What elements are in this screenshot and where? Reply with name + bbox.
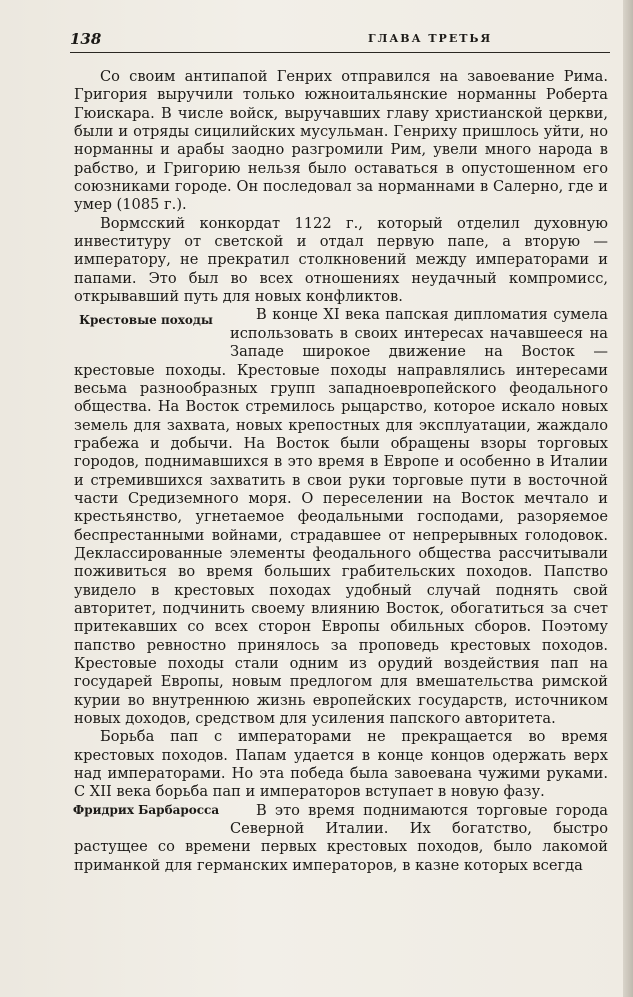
margin-note-barbarossa: Фридрих Барбаросса	[72, 802, 220, 817]
paragraph-crusades	[74, 306, 608, 728]
margin-note-crusades: Крестовые походы	[79, 313, 213, 328]
paragraph-text: В конце XI века папская дипломатия сумела использовать в своих интересах начавшееся на Западе широкое движение на Восток — крестовые походы. Крестовые походы направлялись интересами весьма разнообразных групп западноевропейского феодального общества. На Восток стремилось рыцарство, которое искало новых земель для захвата, новых крепостных для эксплуатации, жаждало грабежа и добычи. На Восток были обращены взоры торговых городов, поднимавшихся в это время в Европе и особенно в Италии и стремившихся захватить в свои руки торговые пути в восточной части Средиземного моря. О переселении на Восток мечтало и крестьянство, угнетаемое феодальными господами, разоряемое беспрестанными войнами, страдавшее от непрерывных голодовок. Деклассированные элементы феодального общества рассчитывали поживиться во время больших грабительских походов. Папство увидело в крестовых походах удобный случай поднять свой авторитет, подчинить своему влиянию Восток, обогатиться за счет притекавших со всех сторон Европы обильных сборов. Поэтому папство ревностно принялось за проповедь крестовых походов. Крестовые походы стали одним из орудий воздействия пап на государей Европы, новым предлогом для вмешательства римской курии во внутреннюю жизнь европейских государств, источником новых доходов, средством для усиления папского авторитета.	[74, 306, 608, 728]
paragraph: Борьба пап с императорами не прекращается во время крестовых походов. Папам удается в конце концов одержать верх над императорами. Но эта победа была завоевана чужими руками. С XII века борьба пап и императоров вступает в новую фазу.	[74, 728, 608, 801]
chapter-title: ГЛАВА ТРЕТЬЯ	[368, 32, 493, 45]
running-header	[70, 30, 610, 53]
paragraph: Со своим антипапой Генрих отправился на завоевание Рима. Григория выручили только южноитальянские норманны Роберта Гюискара. В числе войск, выручавших главу христианской церкви, были и отряды сицилийских мусульман. Генриху пришлось уйти, но норманны и арабы заодно разгромили Рим, увели много народа в рабство, и Григорию нельзя было оставаться в опустошенном его союзниками городе. Он последовал за норманнами в Салерно, где и умер (1085 г.).	[74, 68, 608, 214]
page-number: 138	[70, 30, 102, 48]
paragraph-text: В это время поднимаются торговые города Северной Италии. Их богатство, быстро растущее со времени первых крестовых походов, было лакомой приманкой для германских императоров, в казне которых всегда	[74, 801, 608, 874]
body-text	[74, 68, 608, 875]
paragraph: Вормсский конкордат 1122 г., который отделил духовную инвеституру от светской и отдал первую папе, а вторую — императору, не прекратил столкновений между императорами и папами. Это был во всех отношениях неудачный компромисс, открывавший путь для новых конфликтов.	[74, 214, 608, 306]
paragraph-barbarossa	[74, 802, 608, 875]
page-gutter-shadow	[623, 0, 633, 997]
